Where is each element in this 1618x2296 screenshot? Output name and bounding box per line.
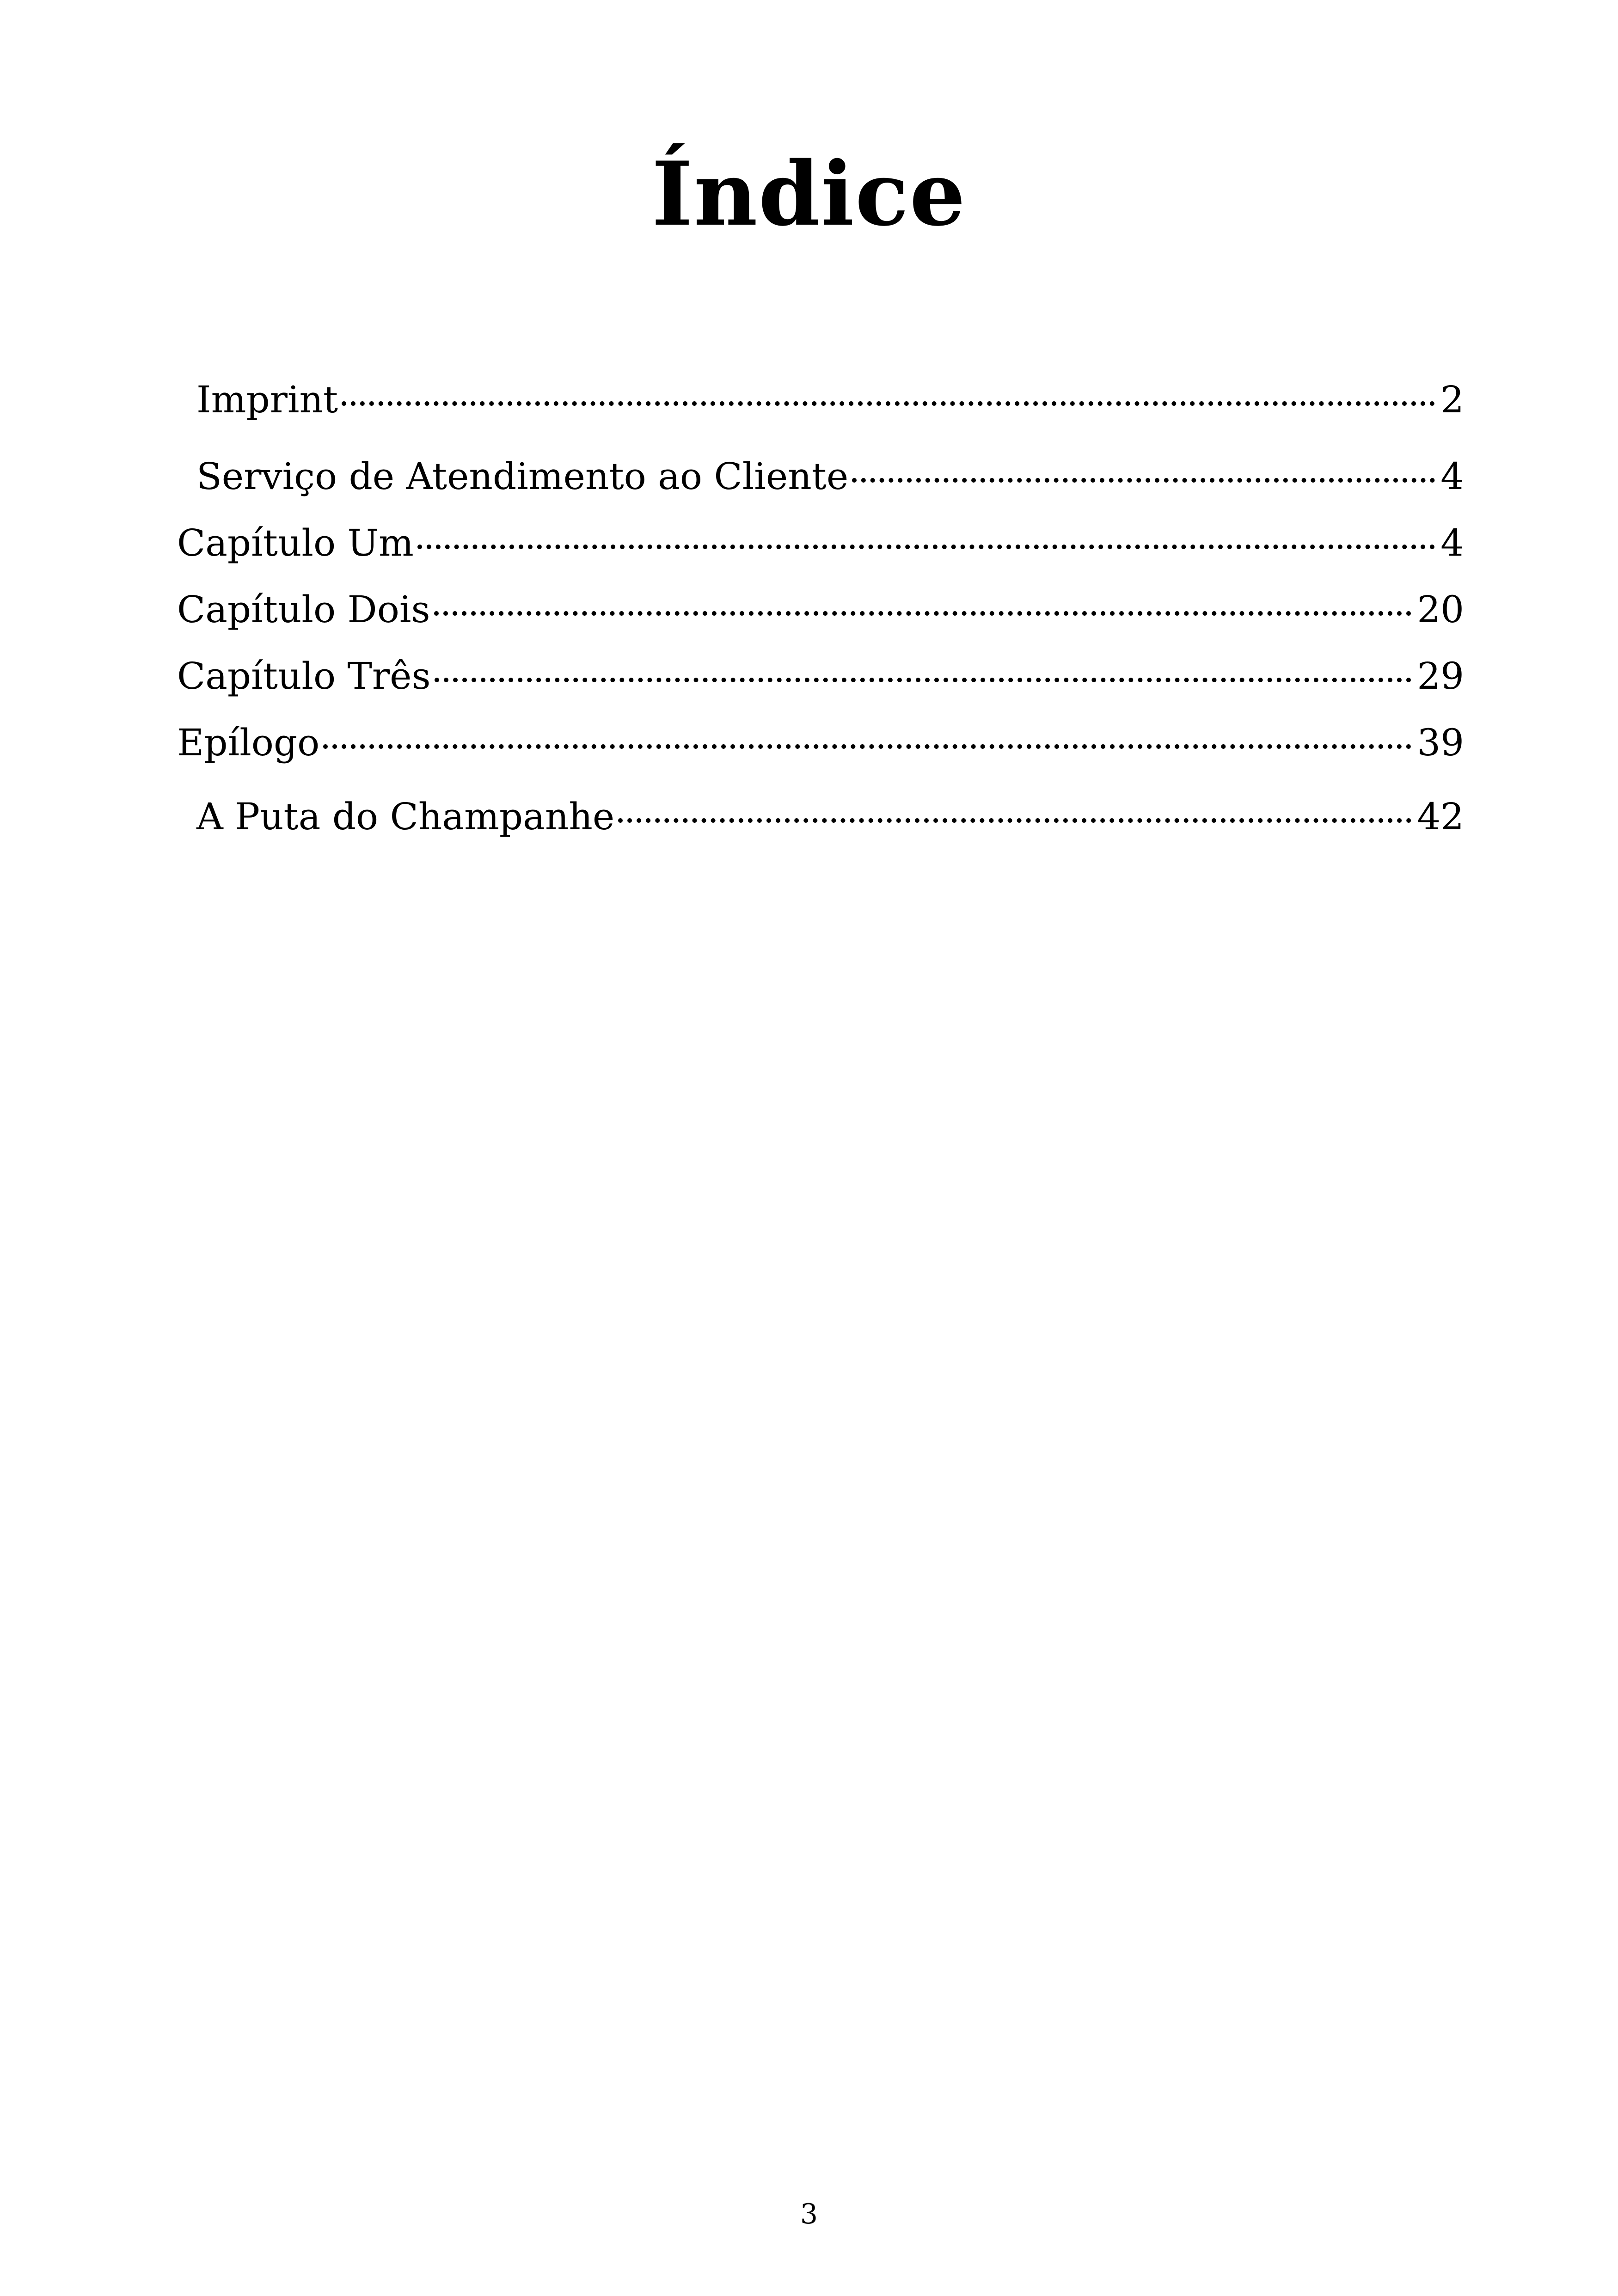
toc-entry-capitulo-tres[interactable] [177, 651, 1464, 702]
toc-dot-leader [323, 744, 1411, 749]
toc-entry-label: Capítulo Um [177, 521, 414, 564]
toc-entry-capitulo-um[interactable] [177, 518, 1464, 569]
toc-entry-label: A Puta do Champanhe [196, 795, 615, 838]
toc-entry-page: 4 [1440, 521, 1464, 564]
toc-entry-epilogo[interactable] [177, 717, 1464, 768]
toc-entry-a-puta-do-champanhe[interactable] [196, 791, 1464, 842]
toc-entry-imprint[interactable] [196, 374, 1464, 425]
toc-entry-page: 2 [1440, 378, 1464, 421]
toc-entry-page: 29 [1417, 655, 1464, 698]
toc-dot-leader [852, 478, 1435, 483]
toc-entry-label: Capítulo Dois [177, 588, 430, 631]
toc-entry-page: 4 [1440, 455, 1464, 498]
toc-entry-label: Imprint [196, 378, 338, 421]
page-title: Índice [651, 142, 967, 245]
toc-dot-leader [434, 611, 1412, 616]
toc-dot-leader [618, 818, 1411, 823]
toc-entry-label: Serviço de Atendimento ao Cliente [196, 455, 849, 498]
toc-entry-page: 20 [1417, 588, 1464, 631]
toc-dot-leader [417, 545, 1435, 549]
toc-dot-leader [342, 401, 1435, 406]
toc-entry-page: 39 [1417, 721, 1464, 764]
toc-entry-label: Epílogo [177, 721, 320, 764]
page-number: 3 [800, 2198, 818, 2230]
toc-entry-capitulo-dois[interactable] [177, 584, 1464, 635]
toc-entry-label: Capítulo Três [177, 655, 431, 698]
toc-dot-leader [435, 678, 1412, 682]
toc-entry-page: 42 [1417, 795, 1464, 838]
toc-entry-servico-atendimento[interactable] [196, 451, 1464, 502]
table-of-contents [0, 0, 1618, 925]
